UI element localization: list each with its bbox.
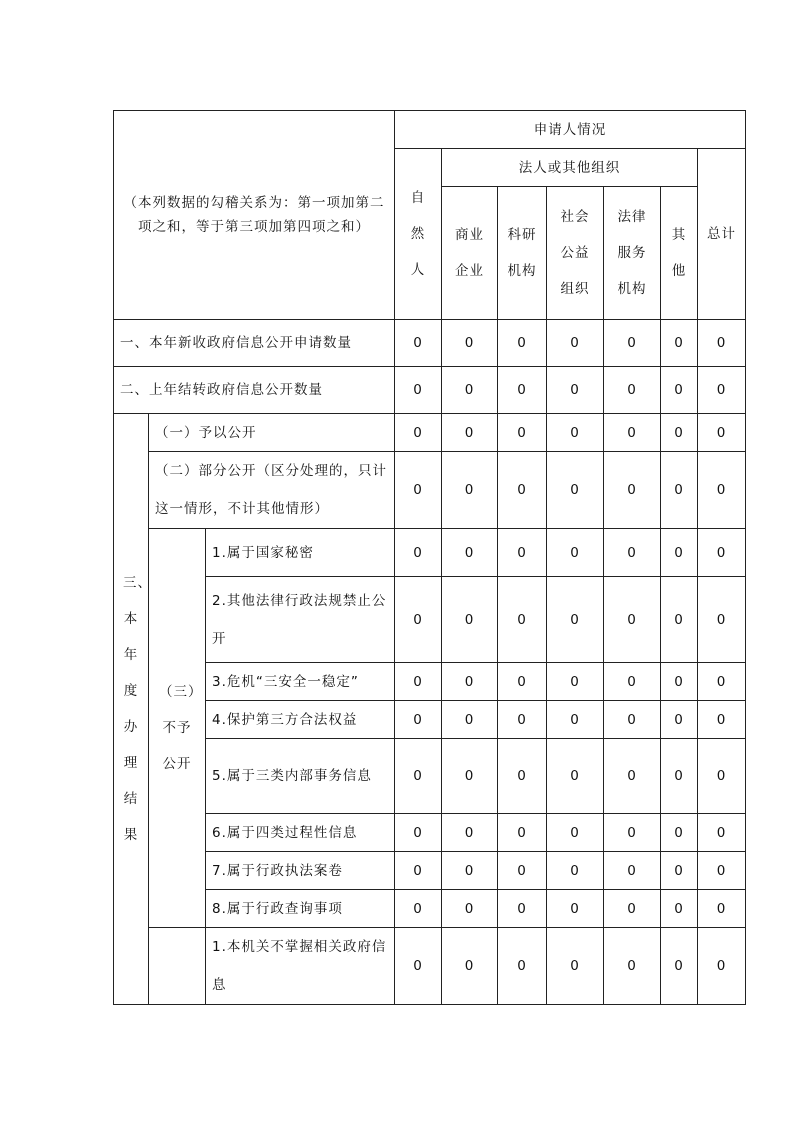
table-cell: 0 <box>395 814 442 852</box>
table-cell: 0 <box>604 414 661 452</box>
header-social: 社会公益组织 <box>547 187 604 320</box>
row-label: （一）予以公开 <box>149 414 395 452</box>
table-cell: 0 <box>498 663 547 701</box>
row-label: 4.保护第三方合法权益 <box>206 701 395 739</box>
table-cell: 0 <box>604 814 661 852</box>
header-natural-person: 自然人 <box>395 149 442 320</box>
table-cell: 0 <box>604 529 661 577</box>
table-cell: 0 <box>698 414 746 452</box>
table-cell: 0 <box>395 890 442 928</box>
row-label: 1.本机关不掌握相关政府信息 <box>206 928 395 1005</box>
table-row <box>114 577 746 663</box>
table-cell: 0 <box>661 529 698 577</box>
table-cell: 0 <box>604 320 661 367</box>
table-cell: 0 <box>698 701 746 739</box>
table-cell: 0 <box>442 852 498 890</box>
table-cell: 0 <box>547 852 604 890</box>
table-cell: 0 <box>698 890 746 928</box>
header-research: 科研机构 <box>498 187 547 320</box>
table-cell: 0 <box>442 814 498 852</box>
header-legal-group: 法人或其他组织 <box>442 149 698 187</box>
table-cell: 0 <box>442 452 498 529</box>
table-cell: 0 <box>498 577 547 663</box>
table-cell: 0 <box>442 928 498 1005</box>
table-cell: 0 <box>604 928 661 1005</box>
row-label: 一、本年新收政府信息公开申请数量 <box>114 320 395 367</box>
table-cell: 0 <box>604 701 661 739</box>
table-cell: 0 <box>547 577 604 663</box>
table-cell: 0 <box>442 739 498 814</box>
table-cell: 0 <box>547 739 604 814</box>
table-cell: 0 <box>661 367 698 414</box>
row-label: 3.危机“三安全一稳定” <box>206 663 395 701</box>
table-cell: 0 <box>395 414 442 452</box>
table-cell: 0 <box>698 928 746 1005</box>
table-cell: 0 <box>661 701 698 739</box>
section3-label: 三、本年度办理结果 <box>114 414 149 1005</box>
table-cell: 0 <box>698 452 746 529</box>
table-cell: 0 <box>442 701 498 739</box>
table-cell: 0 <box>661 414 698 452</box>
table-cell: 0 <box>498 367 547 414</box>
table-cell: 0 <box>604 367 661 414</box>
statistics-table <box>113 110 746 1005</box>
row-label: 8.属于行政查询事项 <box>206 890 395 928</box>
table-cell: 0 <box>547 452 604 529</box>
table-cell: 0 <box>442 529 498 577</box>
table-row <box>114 928 746 1005</box>
row-label: （二）部分公开（区分处理的，只计这一情形，不计其他情形） <box>149 452 395 529</box>
table-cell: 0 <box>698 320 746 367</box>
table-cell: 0 <box>442 577 498 663</box>
table-cell: 0 <box>604 890 661 928</box>
table-row <box>114 529 746 577</box>
row-label: 二、上年结转政府信息公开数量 <box>114 367 395 414</box>
table-row <box>114 452 746 529</box>
table-row <box>114 852 746 890</box>
table-cell: 0 <box>661 890 698 928</box>
table-cell: 0 <box>498 320 547 367</box>
table-cell: 0 <box>547 701 604 739</box>
table-row <box>114 414 746 452</box>
table-cell: 0 <box>395 529 442 577</box>
table-cell: 0 <box>395 577 442 663</box>
table-cell: 0 <box>547 414 604 452</box>
table-cell: 0 <box>698 739 746 814</box>
row-label: 5.属于三类内部事务信息 <box>206 739 395 814</box>
table-cell: 0 <box>661 739 698 814</box>
table-row <box>114 739 746 814</box>
table-row <box>114 701 746 739</box>
r3c-group-label: （三）不予公开 <box>149 529 206 928</box>
table-cell: 0 <box>442 414 498 452</box>
table-cell: 0 <box>442 663 498 701</box>
table-cell: 0 <box>547 890 604 928</box>
header-applicant: 申请人情况 <box>395 111 746 149</box>
table-cell: 0 <box>698 814 746 852</box>
table-cell: 0 <box>498 890 547 928</box>
header-note: （本列数据的勾稽关系为：第一项加第二项之和，等于第三项加第四项之和） <box>114 111 395 320</box>
table-cell: 0 <box>661 852 698 890</box>
table-cell: 0 <box>498 414 547 452</box>
table-cell: 0 <box>498 739 547 814</box>
header-total: 总计 <box>698 149 746 320</box>
table-cell: 0 <box>547 814 604 852</box>
table-cell: 0 <box>395 739 442 814</box>
table-cell: 0 <box>698 852 746 890</box>
table-cell: 0 <box>498 452 547 529</box>
table-cell: 0 <box>547 928 604 1005</box>
row-label: 1.属于国家秘密 <box>206 529 395 577</box>
table-row <box>114 663 746 701</box>
table-cell: 0 <box>498 852 547 890</box>
table-cell: 0 <box>604 452 661 529</box>
table-cell: 0 <box>498 814 547 852</box>
table-cell: 0 <box>395 928 442 1005</box>
table-cell: 0 <box>395 452 442 529</box>
table-cell: 0 <box>442 367 498 414</box>
header-other: 其他 <box>661 187 698 320</box>
table-cell: 0 <box>547 320 604 367</box>
table-cell: 0 <box>698 529 746 577</box>
table-cell: 0 <box>661 814 698 852</box>
table-cell: 0 <box>547 367 604 414</box>
table-cell: 0 <box>698 367 746 414</box>
table-cell: 0 <box>498 529 547 577</box>
table-row <box>114 320 746 367</box>
table-cell: 0 <box>604 577 661 663</box>
table-row <box>114 814 746 852</box>
table-cell: 0 <box>395 320 442 367</box>
table-cell: 0 <box>547 529 604 577</box>
table-cell: 0 <box>498 701 547 739</box>
row-label: 7.属于行政执法案卷 <box>206 852 395 890</box>
row-label: 2.其他法律行政法规禁止公开 <box>206 577 395 663</box>
table-cell: 0 <box>661 663 698 701</box>
table-cell: 0 <box>698 577 746 663</box>
header-legal-service: 法律服务机构 <box>604 187 661 320</box>
table-cell: 0 <box>604 739 661 814</box>
table-cell: 0 <box>604 852 661 890</box>
header-commercial: 商业企业 <box>442 187 498 320</box>
table-cell: 0 <box>661 452 698 529</box>
table-cell: 0 <box>395 852 442 890</box>
r3d-group-label <box>149 928 206 1005</box>
table-cell: 0 <box>442 890 498 928</box>
table-cell: 0 <box>395 367 442 414</box>
table-cell: 0 <box>498 928 547 1005</box>
table-cell: 0 <box>661 928 698 1005</box>
table-cell: 0 <box>395 701 442 739</box>
table-cell: 0 <box>395 663 442 701</box>
table-cell: 0 <box>442 320 498 367</box>
table-row <box>114 367 746 414</box>
table-cell: 0 <box>661 320 698 367</box>
table-row <box>114 890 746 928</box>
table-cell: 0 <box>698 663 746 701</box>
table-cell: 0 <box>547 663 604 701</box>
table-cell: 0 <box>661 577 698 663</box>
table-cell: 0 <box>604 663 661 701</box>
row-label: 6.属于四类过程性信息 <box>206 814 395 852</box>
